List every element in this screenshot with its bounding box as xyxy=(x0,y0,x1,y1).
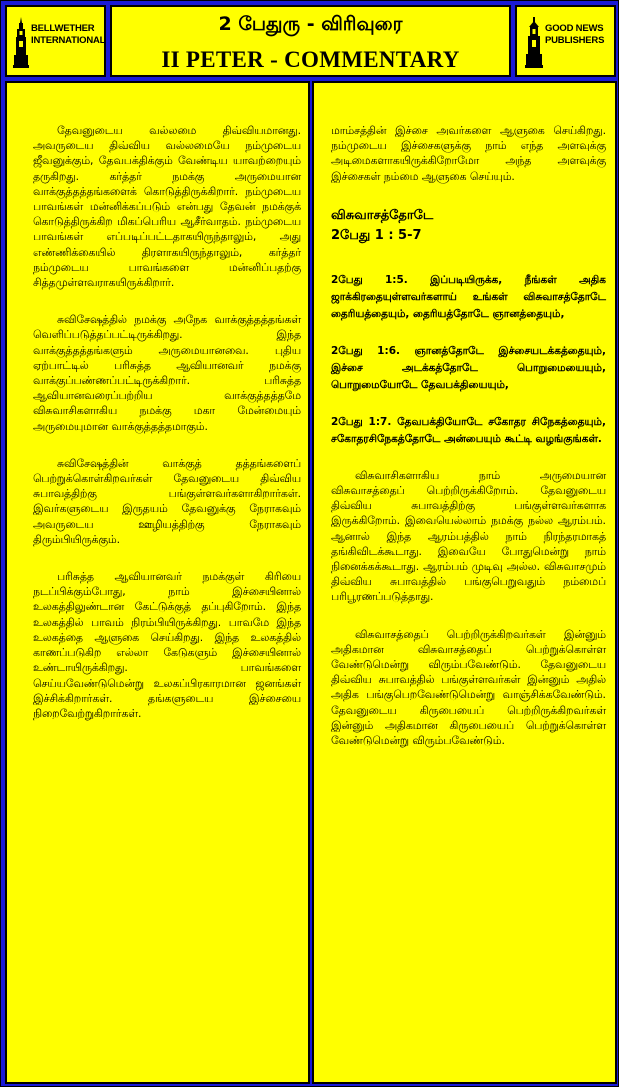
commentary-paragraph: தேவனுடைய வல்லமை திவ்வியமானது. அவருடைய திவ்விய வல்லமையே நம்முடைய ஜீவனுக்கும், தேவபக்திக்கும் வேண்டிய யாவற்றையும் தருகிறது. கர்த்தர் நமக்கு அருமையான வாக்குத்தத்தங்களைக் கொடுத்திருக்கிறார். நம்முடைய பாவங்கள் மன்னிக்கப்படும் என்பது தேவன் நமக்குக் கொடுத்திருக்கிற மிகப்பெரிய ஆசீர்வாதம். நம்முடைய பாவங்கள் எப்படிப்பட்டதாகயிருந்தாலும், அது எண்ணிக்கையில் திரளாகயிருந்தாலும், கர்த்தர் நம்முடைய பாவங்களை மன்னிப்பதற்கு சித்தமுள்ளவராகயிருக்கிறார். xyxy=(33,124,301,290)
continued-paragraph: மாம்சத்தின் இச்சை அவர்களை ஆளுகை செய்கிறது. நம்முடைய இச்சைகளுக்கு நாம் எந்த அளவுக்கு அடிமைகளாகயிருக்கிறோமோ அந்த அளவுக்கு இச்சைகள் நம்மை ஆளுகை செய்யும். xyxy=(331,124,606,183)
scripture-verse: 2பேது 1:6. ஞானத்தோடே இச்சையடக்கத்தையும், இச்சை அடக்கத்தோடே பொறுமையையும், பொறுமையோடே தேவபக்தியையும், xyxy=(331,344,606,391)
commentary-paragraph: விசுவாசத்தைப் பெற்றிருக்கிறவர்கள் இன்னும் அதிகமான விசுவாசத்தைப் பெற்றுக்கொள்ள வேண்டுமென்று விரும்பவேண்டும். தேவனுடைய திவ்விய சுபாவத்தில் பங்குள்ளவர்கள் இன்னும் அதில் அதிக பங்குபெறவேண்டுமென்று வாஞ்சிக்கவேண்டும். தேவனுடைய கிருபையைப் பெற்றிருக்கிறவர்கள் இன்னும் அதிகமான கிருபையைப் பெற்றுக்கொள்ள வேண்டுமென்று விரும்பவேண்டும். xyxy=(331,627,606,748)
page-title-tamil: 2 பேதுரு - விரிவுரை xyxy=(218,13,403,35)
bellwether-logo xyxy=(5,5,106,77)
good-news-logo-text: GOOD NEWS PUBLISHERS xyxy=(545,23,605,46)
commentary-paragraph: விசுவாசிகளாகிய நாம் அருமையான விசுவாசத்தைப் பெற்றிருக்கிறோம். தேவனுடைய திவ்விய சுபாவத்திற்கு பங்குள்ளவர்களாக இருக்கிறோம். இவையெல்லாம் நமக்கு நல்ல ஆரம்பம். ஆனால் இந்த ஆரம்பத்தில் நாம் நிரந்தரமாகத் தங்கிவிடக்கூடாது. இவையே போதுமென்று நாம் நினைக்கக்கூடாது. ஆரம்பம் முடிவு அல்ல. விசுவாசமும் திவ்விய சுபாவத்தில் பங்குபெறுவதும் நம்மைப் பரிபூரணப்படுத்தாது. xyxy=(331,468,606,604)
page-title-english: II PETER - COMMENTARY xyxy=(161,47,460,72)
section-heading-reference: 2பேது 1 : 5-7 xyxy=(331,227,422,243)
left-column xyxy=(5,81,310,1084)
commentary-paragraph: பரிசுத்த ஆவியானவர் நமக்குள் கிரியை நடப்பிக்கும்போது, நாம் இச்சையினால் உலகத்திலுண்டான கேட்டுக்குத் தப்புகிறோம். இந்த உலகத்தில் பாவம் நிரம்பியிருக்கிறது. பாவமே இந்த உலகத்தை ஆளுகை செய்கிறது. இந்த உலகத்தில் காணப்படுகிற எல்லா கேடுகளும் இச்சையினால் உண்டாயிருக்கிறது. பாவங்களை செய்யவேண்டுமென்று உலகப்பிரகாரமான ஜனங்கள் இச்சிக்கிறார்கள். தங்களுடைய இச்சையை நிறைவேற்றுகிறார்கள். xyxy=(33,570,301,720)
section-heading xyxy=(331,206,606,246)
scripture-verse: 2பேது 1:5. இப்படியிருக்க, நீங்கள் அதிக ஜாக்கிரதையுள்ளவர்களாய் உங்கள் விசுவாசத்தோடே தைரியத்தையும், தைரியத்தோடே ஞானத்தையும், xyxy=(331,273,606,320)
good-news-logo xyxy=(515,5,616,77)
bellwether-logo-text: BELLWETHER INTERNATIONAL xyxy=(31,23,106,46)
title-box xyxy=(110,5,511,77)
scripture-verse: 2பேது 1:7. தேவபக்தியோடே சகோதர சிநேகத்தையும், சகோதரசிநேகத்தோடே அன்பையும் கூட்டி வழங்குங்கள். xyxy=(331,415,606,445)
header xyxy=(5,5,616,77)
bell-tower-icon xyxy=(13,17,29,69)
commentary-paragraph: சுவிசேஷத்தின் வாக்குத் தத்தங்களைப் பெற்றுக்கொள்கிறவர்கள் தேவனுடைய திவ்விய சுபாவத்திற்கு பங்குள்ளவர்களாகிறார்கள். இவர்களுடைய இருதயம் தேவனுக்கு நேராகவும் அவருடைய ஊழியத்திற்கு நேராகவும் திரும்பியிருக்கும். xyxy=(33,456,301,546)
right-column xyxy=(312,81,617,1084)
section-heading-title: விசுவாசத்தோடே xyxy=(331,207,434,223)
tower-icon xyxy=(525,17,543,69)
commentary-paragraph: சுவிசேஷத்தில் நமக்கு அநேக வாக்குத்தத்தங்கள் வெளிப்படுத்தப்பட்டிருக்கிறது. இந்த வாக்குத்தத்தங்களும் அருமையானவை. புதிய ஏற்பாட்டில் பரிசுத்த ஆவியானவர் நமக்கு வாக்குப்பண்ணப்பட்டிருக்கிறார். பரிசுத்த ஆவியானவரைப்பற்றிய வாக்குத்தத்தமே விசுவாசிகளாகிய நமக்கு மகா மேன்மையும் அருமையுமான வாக்குத்தத்தமாகும். xyxy=(33,313,301,433)
